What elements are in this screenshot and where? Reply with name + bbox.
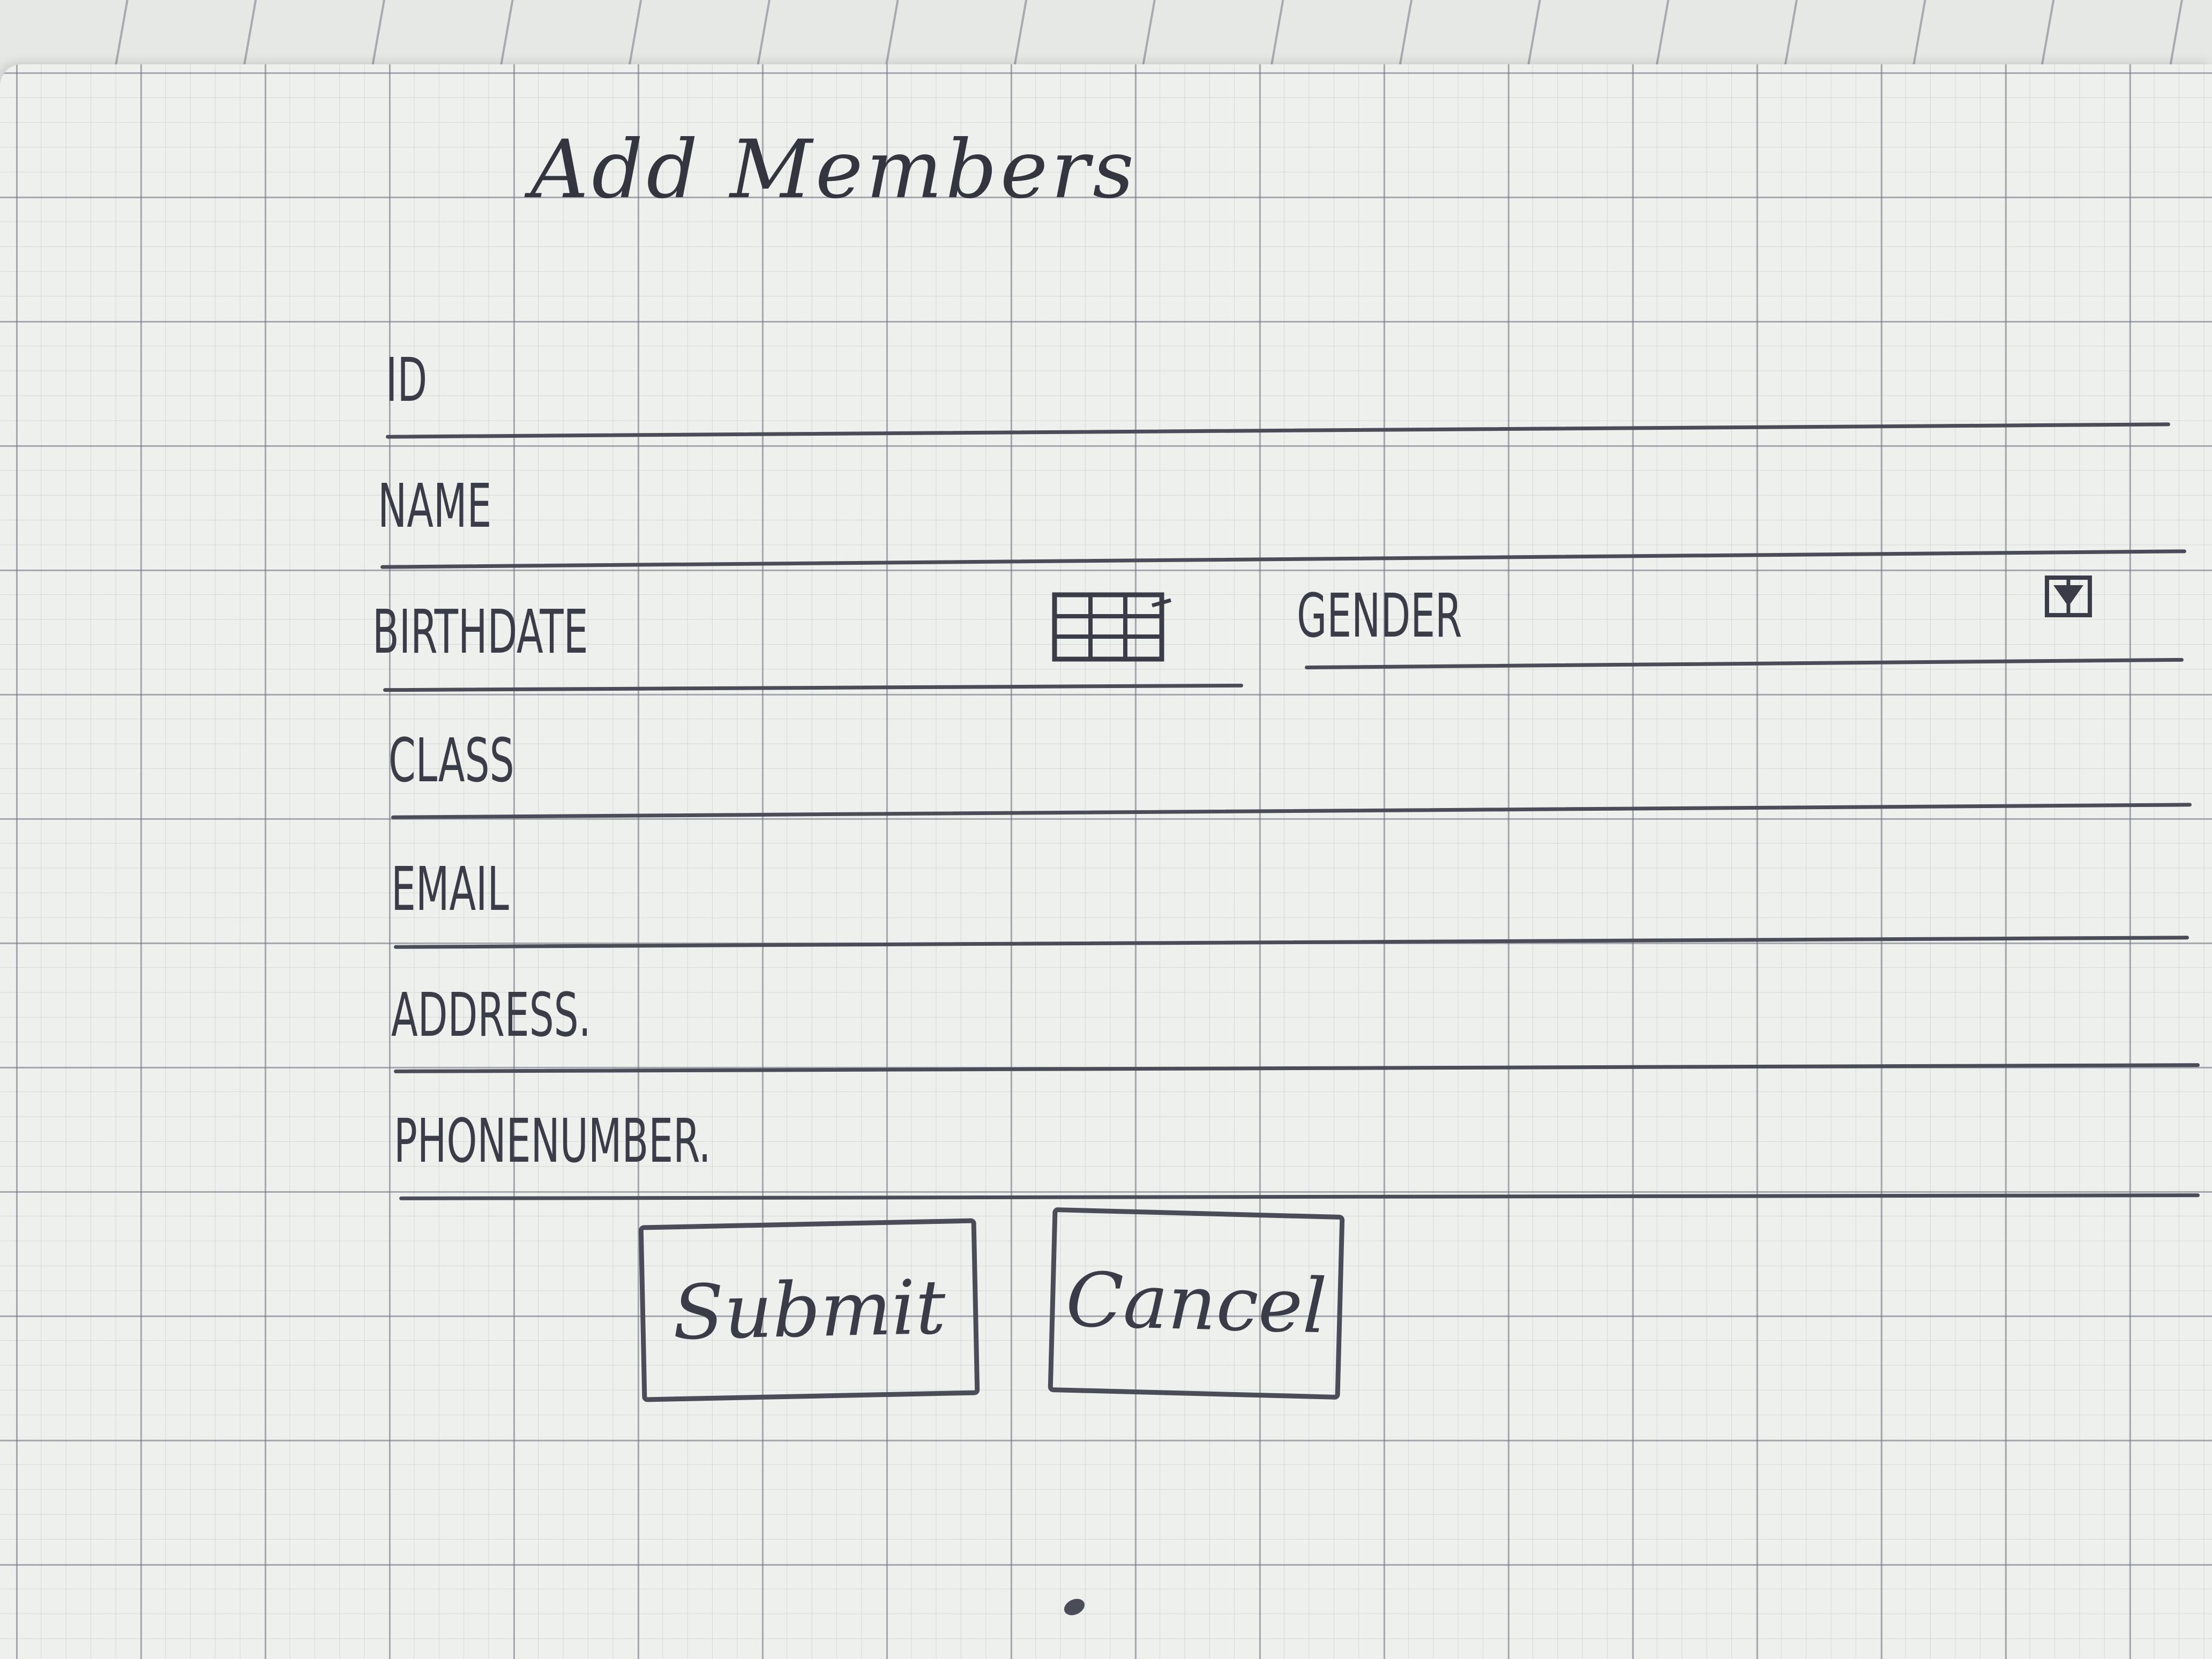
id-label: ID (386, 346, 428, 415)
form-title: Add Members (530, 123, 1138, 216)
ink-smudge (1062, 1596, 1087, 1618)
email-label: EMAIL (391, 855, 509, 924)
birthdate-label: BIRTHDATE (372, 597, 588, 667)
submit-button[interactable]: Submit (639, 1218, 980, 1402)
address-label: ADDRESS. (391, 981, 591, 1050)
phone-label: PHONENUMBER. (394, 1107, 711, 1176)
class-label: CLASS (388, 726, 514, 796)
cancel-button[interactable]: Cancel (1048, 1207, 1345, 1400)
gender-label: GENDER (1297, 581, 1462, 651)
phone-input[interactable] (394, 1104, 2200, 1206)
dropdown-icon[interactable] (2042, 573, 2101, 624)
calendar-icon[interactable] (1050, 589, 1174, 667)
gender-select[interactable] (1297, 568, 2165, 670)
name-label: NAME (378, 472, 492, 541)
